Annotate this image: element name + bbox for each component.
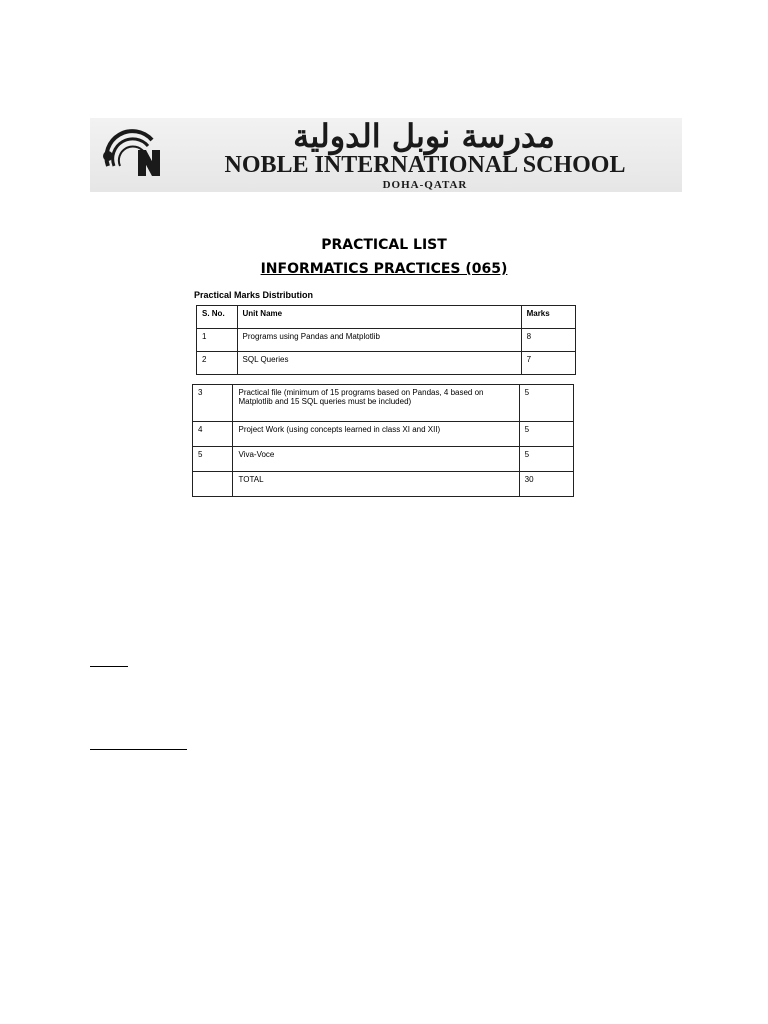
row-sno: 4 <box>193 422 233 447</box>
row-sno: 1 <box>197 329 238 352</box>
row-sno: 5 <box>193 447 233 472</box>
table-row <box>197 329 576 352</box>
page-subtitle <box>0 261 768 277</box>
table-header-row <box>197 306 576 329</box>
marks-table-part-1 <box>196 305 576 375</box>
marks-table-part-2 <box>192 384 574 497</box>
row-unit-name: Viva-Voce <box>233 447 519 472</box>
row-unit-name: SQL Queries <box>237 352 521 375</box>
school-name-arabic: مدرسة نوبل الدولية <box>293 117 555 155</box>
table-total-row <box>193 472 574 497</box>
school-name-english: NOBLE INTERNATIONAL SCHOOL <box>224 152 626 178</box>
row-marks: 5 <box>519 447 573 472</box>
row-unit-name: Practical file (minimum of 15 programs based on Pandas, 4 based on Matplotlib and 15 SQL queries must be included) <box>233 385 519 422</box>
table-row <box>197 352 576 375</box>
underline-rule-short <box>90 666 128 667</box>
row-sno: 2 <box>197 352 238 375</box>
row-sno: 3 <box>193 385 233 422</box>
school-logo-banner <box>90 118 682 192</box>
row-marks: 5 <box>519 385 573 422</box>
table-row <box>193 385 574 422</box>
row-unit-name: TOTAL <box>233 472 519 497</box>
row-unit-name: Programs using Pandas and Matplotlib <box>237 329 521 352</box>
header-marks: Marks <box>521 306 575 329</box>
row-sno <box>193 472 233 497</box>
underline-rule-long <box>90 749 187 750</box>
row-marks: 7 <box>521 352 575 375</box>
row-marks: 5 <box>519 422 573 447</box>
page-title: PRACTICAL LIST <box>321 237 447 253</box>
subject-title: INFORMATICS PRACTICES (065) <box>260 261 508 277</box>
school-location: DOHA-QATAR <box>382 179 468 191</box>
school-emblem-icon <box>94 120 166 180</box>
row-marks: 8 <box>521 329 575 352</box>
header-unit-name: Unit Name <box>237 306 521 329</box>
distribution-label: Practical Marks Distribution <box>194 290 314 300</box>
row-marks: 30 <box>519 472 573 497</box>
table-row <box>193 447 574 472</box>
table-row <box>193 422 574 447</box>
header-sno: S. No. <box>197 306 238 329</box>
row-unit-name: Project Work (using concepts learned in class XI and XII) <box>233 422 519 447</box>
